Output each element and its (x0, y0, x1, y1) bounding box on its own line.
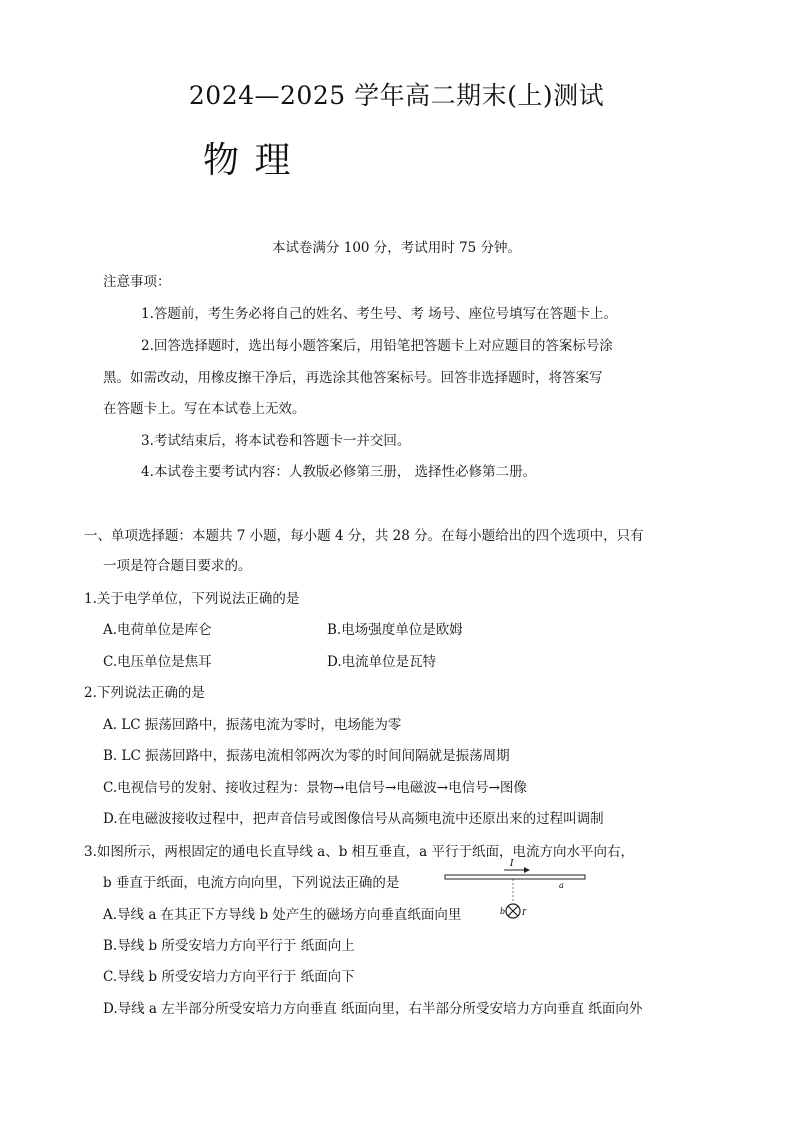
q1-option-c: C.电压单位是焦耳 (103, 654, 212, 670)
q1-stem: 1.关于电学单位，下列说法正确的是 (84, 591, 300, 607)
q1-option-a: A.电荷单位是库仑 (103, 622, 212, 638)
q3-figure (440, 855, 600, 925)
notice-item-2-end: 在答题卡上。写在本试卷上无效。 (103, 401, 306, 417)
q3-option-a: A.导线 a 在其正下方导线 b 处产生的磁场方向垂直纸面向里 (103, 907, 462, 923)
notice-heading: 注意事项： (103, 274, 171, 290)
notice-item-2: 2.回答选择题时，选出每小题答案后，用铅笔把答题卡上对应题目的答案标号涂 (141, 338, 613, 354)
label-current-a: I (510, 859, 514, 869)
q2-stem: 2.下列说法正确的是 (84, 685, 205, 701)
q3-stem-cont: b 垂直于纸面，电流方向向里，下列说法正确的是 (103, 875, 400, 891)
label-wire-b: b (500, 907, 506, 916)
section-heading: 一、单项选择题：本题共 7 小题，每小题 4 分，共 28 分。在每小题给出的四个选项中，只有 (84, 528, 644, 544)
q2-option-d: D.在电磁波接收过程中，把声音信号或图像信号从高频电流中还原出来的过程叫调制 (103, 811, 604, 827)
subject-title: 物 理 (203, 140, 293, 181)
section-heading-cont: 一项是符合题目要求的。 (103, 558, 252, 574)
current-arrowhead-a (524, 867, 530, 873)
q3-option-d: D.导线 a 左半部分所受安培力方向垂直 纸面向里，右半部分所受安培力方向垂直 纸面向外 (103, 1001, 643, 1017)
q1-option-d: D.电流单位是瓦特 (327, 654, 437, 670)
notice-item-4: 4.本试卷主要考试内容：人教版必修第三册， 选择性必修第二册。 (141, 464, 537, 480)
q3-stem: 3.如图所示，两根固定的通电长直导线 a、b 相互垂直，a 平行于纸面，电流方向水平向右， (84, 844, 634, 860)
label-wire-a: a (559, 881, 564, 890)
q2-option-a: A. LC 振荡回路中，振荡电流为零时，电场能为零 (103, 717, 402, 733)
q2-option-b: B. LC 振荡回路中，振荡电流相邻两次为零的时间间隔就是振荡周期 (103, 748, 510, 764)
notice-item-3: 3.考试结束后，将本试卷和答题卡一并交回。 (141, 433, 411, 449)
q3-option-c: C.导线 b 所受安培力方向平行于 纸面向下 (103, 969, 355, 985)
exam-intro: 本试卷满分 100 分，考试用时 75 分钟。 (271, 240, 522, 256)
q3-option-b: B.导线 b 所受安培力方向平行于 纸面向上 (103, 938, 355, 954)
q3-figure-svg (440, 855, 600, 925)
label-current-b: I′ (522, 908, 527, 917)
notice-item-1: 1.答题前，考生务必将自己的姓名、考生号、考 场号、座位号填写在答题卡上。 (141, 306, 618, 322)
q1-option-b: B.电场强度单位是欧姆 (327, 622, 463, 638)
notice-item-2-cont: 黑。如需改动，用橡皮擦干净后，再选涂其他答案标号。回答非选择题时，将答案写 (103, 370, 603, 386)
wire-a (445, 875, 585, 879)
page-title: 2024—2025 学年高二期末(上)测试 (188, 81, 605, 110)
q2-option-c: C.电视信号的发射、接收过程为：景物→电信号→电磁波→电信号→图像 (103, 780, 527, 796)
